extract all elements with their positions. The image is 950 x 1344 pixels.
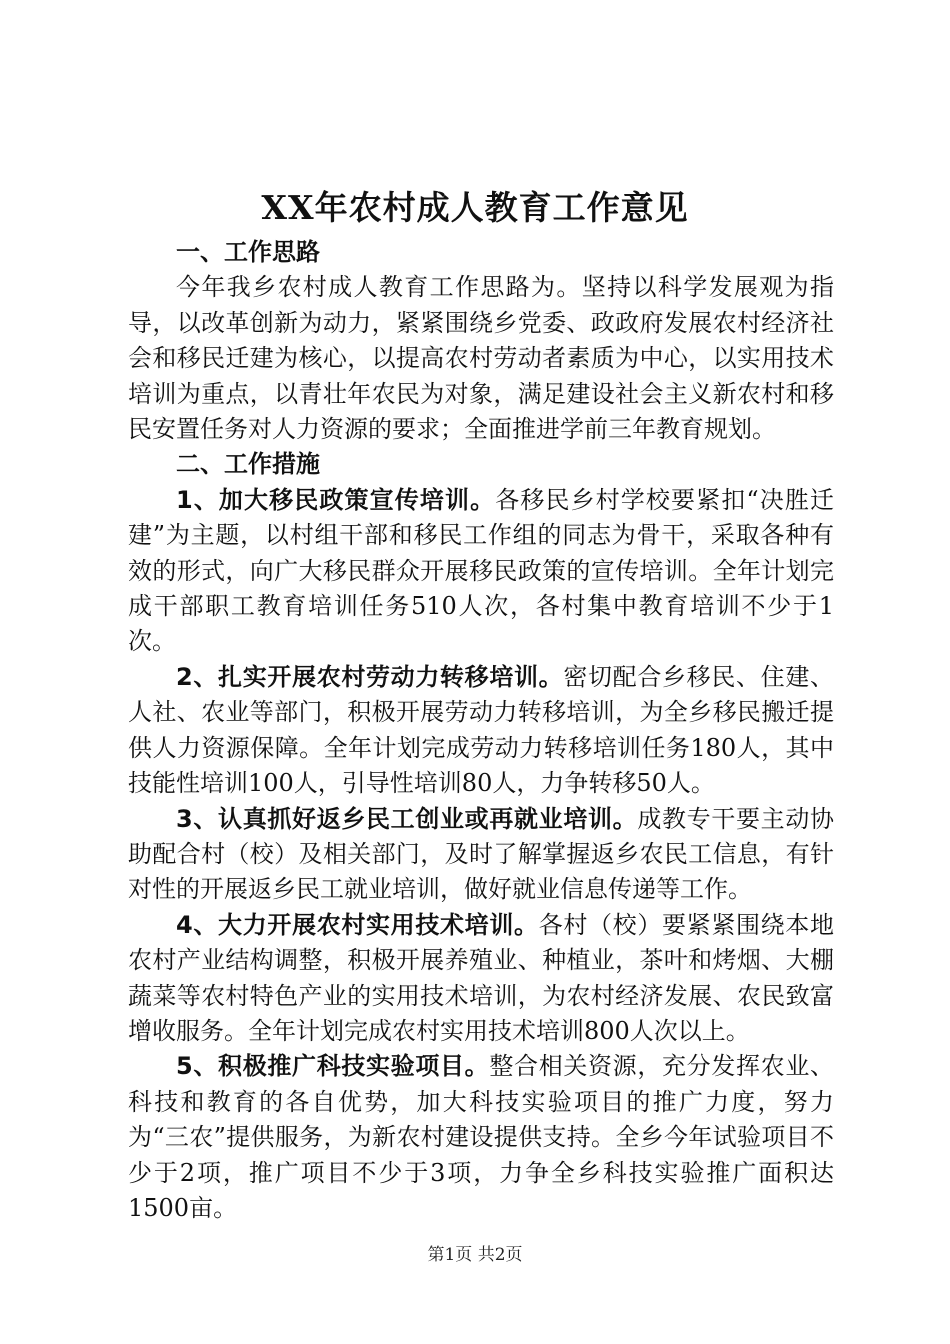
measure-paragraph-1: [128, 483, 834, 660]
measure-lead-5: 5、积极推广科技实验项目。: [176, 1052, 490, 1081]
section-heading-work-approach: 一、工作思路: [176, 238, 320, 266]
measure-paragraph-2: [128, 660, 834, 802]
measure-text-2: 密切配合乡移民、住建、人社、农业等部门，积极开展劳动力转移培训，为全乡移民搬迁提供人力资源保障。全年计划完成劳动力转移培训任务180人，其中技能性培训100人，引导性培训80人，力争转移50人。: [128, 662, 834, 798]
measure-text-5: 整合相关资源，充分发挥农业、科技和教育的各自优势，加大科技实验项目的推广力度，努力为“三农”提供服务，为新农村建设提供支持。全乡今年试验项目不少于2项，推广项目不少于3项，力争全乡科技实验推广面积达1500亩。: [128, 1052, 835, 1222]
measure-text-4: 各村（校）要紧紧围绕本地农村产业结构调整，积极开展养殖业、种植业，茶叶和烤烟、大棚蔬菜等农村特色产业的实用技术培训，为农村经济发展、农民致富增收服务。全年计划完成农村实用技术培训800人次以上。: [128, 910, 835, 1045]
section-heading-work-measures: 二、工作措施: [176, 450, 320, 479]
measure-paragraph-4: [128, 908, 834, 1050]
measure-lead-2: 2、扎实开展农村劳动力转移培训。: [176, 662, 564, 691]
measure-lead-3: 3、认真抓好返乡民工创业或再就业培训。: [176, 804, 638, 833]
work-approach-paragraph: 今年我乡农村成人教育工作思路为。坚持以科学发展观为指导，以改革创新为动力，紧紧围绕乡党委、政政府发展农村经济社会和移民迁建为核心，以提高农村劳动者素质为中心，以实用技术培训为重点，以青壮年农民为对象，满足建设社会主义新农村和移民安置任务对人力资源的要求；全面推进学前三年教育规划。: [128, 273, 834, 444]
measure-text-1: 各移民乡村学校要紧扣“决胜迁建”为主题，以村组干部和移民工作组的同志为骨干，采取各种有效的形式，向广大移民群众开展移民政策的宣传培训。全年计划完成干部职工教育培训任务510人次，各村集中教育培训不少于1次。: [128, 485, 834, 656]
page-number-footer: 第1页 共2页: [427, 1245, 523, 1265]
measure-lead-4: 4、大力开展农村实用技术培训。: [176, 910, 539, 939]
document-title: XX年农村成人教育工作意见: [261, 188, 689, 227]
document-body: [128, 235, 834, 1226]
measure-paragraph-5: [128, 1049, 834, 1226]
measure-text-3: 成教专干要主动协助配合村（校）及相关部门，及时了解掌握返乡农民工信息，有针对性的开展返乡民工就业培训，做好就业信息传递等工作。: [128, 804, 835, 904]
measure-paragraph-3: [128, 802, 834, 908]
measure-lead-1: 1、加大移民政策宣传培训。: [176, 485, 496, 514]
